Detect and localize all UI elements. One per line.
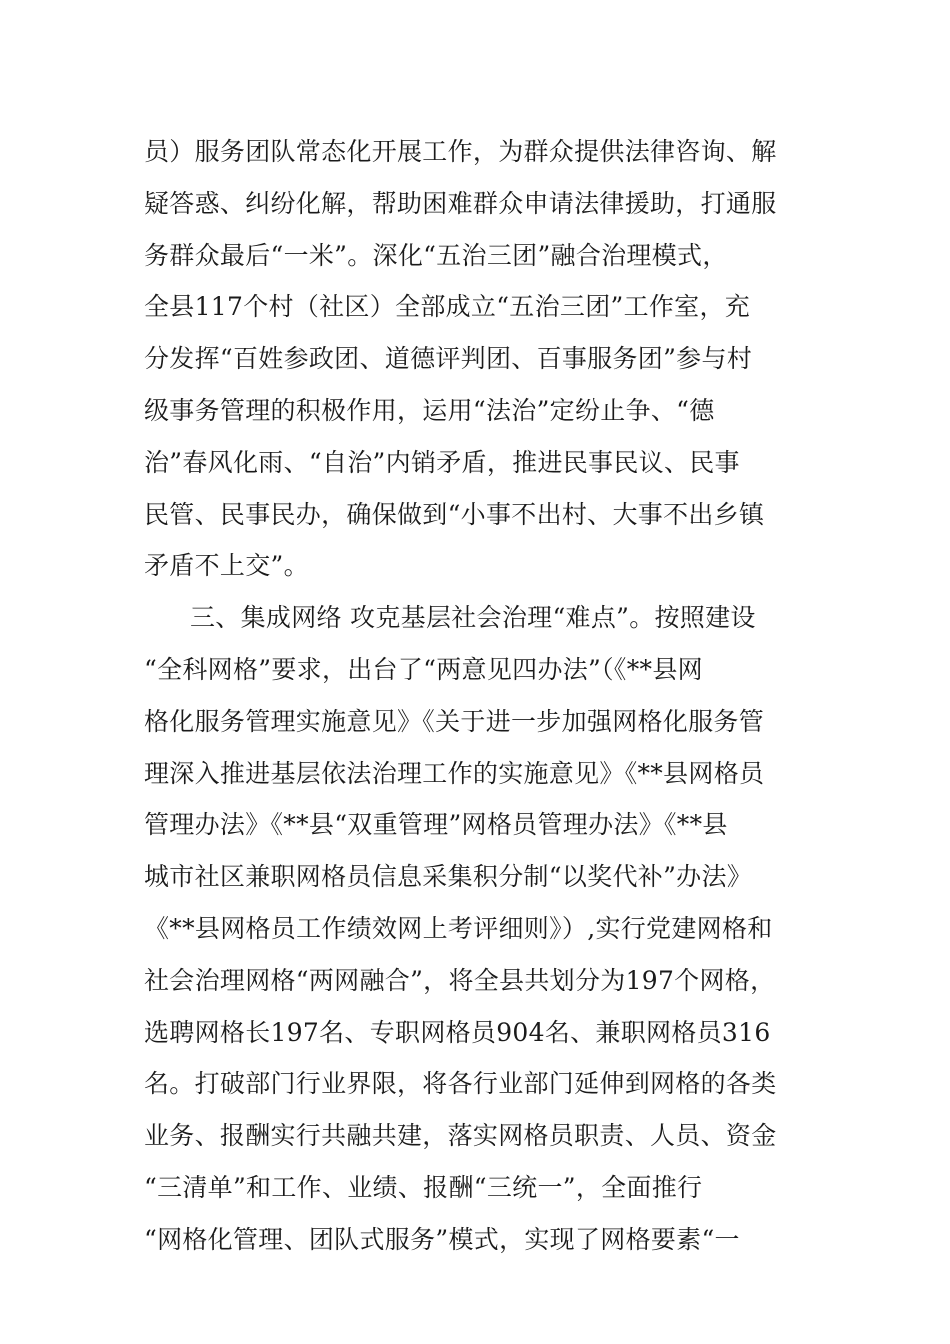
text-line: 理深入推进基层依法治理工作的实施意见》《**县网格员: [144, 758, 765, 788]
text-line: 格化服务管理实施意见》《关于进一步加强网格化服务管: [144, 706, 765, 736]
document-body: [144, 126, 834, 1266]
text-line: 城市社区兼职网格员信息采集积分制“以奖代补”办法》: [144, 862, 753, 892]
paragraph-1: [144, 126, 834, 592]
text-line: 级事务管理的积极作用，运用“法治”定纷止争、“德: [144, 395, 715, 425]
text-line: 名。打破部门行业界限，将各行业部门延伸到网格的各类: [144, 1069, 777, 1099]
text-line: 社会治理网格“两网融合”，将全县共划分为197个网格，: [144, 965, 776, 995]
text-line: “全科网格”要求，出台了“两意见四办法”（《**县网: [144, 654, 703, 684]
text-line: “网格化管理、团队式服务”模式，实现了网格要素“一: [144, 1224, 740, 1254]
text-line: 《**县网格员工作绩效网上考评细则》）,实行党建网格和: [144, 913, 773, 943]
text-line-heading: 三、集成网络 攻克基层社会治理“难点”。按照建设: [190, 603, 756, 633]
text-line: 业务、报酬实行共融共建，落实网格员职责、人员、资金: [144, 1121, 777, 1151]
text-line: “三清单”和工作、业绩、报酬“三统一”，全面推行: [144, 1172, 703, 1202]
text-line: 分发挥“百姓参政团、道德评判团、百事服务团”参与村: [144, 344, 753, 374]
text-line: 选聘网格长197名、专职网格员904名、兼职网格员316: [144, 1017, 771, 1047]
text-line: 疑答惑、纠纷化解，帮助困难群众申请法律援助，打通服: [144, 188, 777, 218]
text-line: 员）服务团队常态化开展工作，为群众提供法律咨询、解: [144, 137, 777, 166]
text-line: 矛盾不上交”。: [144, 551, 309, 581]
text-line: 民管、民事民办，确保做到“小事不出村、大事不出乡镇: [144, 499, 765, 529]
text-line: 管理办法》《**县“双重管理”网格员管理办法》《**县: [144, 810, 728, 840]
paragraph-2: [144, 592, 834, 1265]
text-line: 治”春风化雨、“自治”内销矛盾，推进民事民议、民事: [144, 447, 740, 477]
text-line: 务群众最后“一米”。深化“五治三团”融合治理模式，: [144, 240, 728, 270]
text-line: 全县117个村（社区）全部成立“五治三团”工作室，充: [144, 292, 751, 322]
